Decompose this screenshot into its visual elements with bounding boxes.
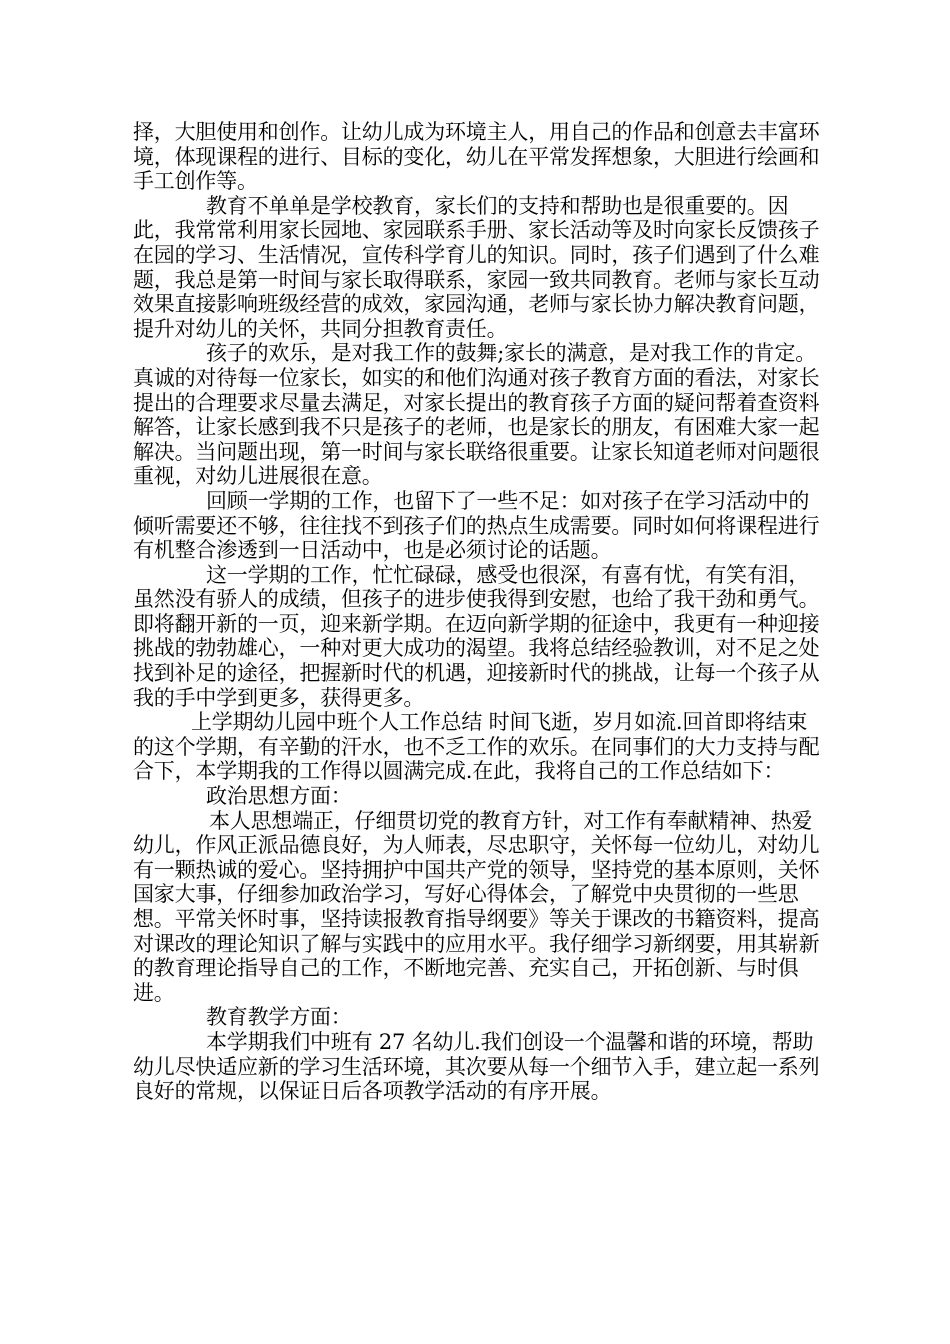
heading-political-thought: 政治思想方面： <box>206 784 352 809</box>
paragraph-shortcomings: 回顾一学期的工作，也留下了一些不足：如对孩子在学习活动中的倾听需要还不够，往往找不到孩子们的热点生成需要。同时如何将课程进行有机整合渗透到一日活动中，也是必须讨论的话题。 <box>133 488 820 563</box>
paragraph-parent-support: 教育不单单是学校教育，家长们的支持和帮助也是很重要的。因此，我常常利用家长园地、家园联系手册、家长活动等及时向家长反馈孩子在园的学习、生活情况，宣传科学育儿的知识。同时，孩子们遇到了什么难题，我总是第一时间与家长取得联系，家园一致共同教育。老师与家长互动效果直接影响班级经营的成效，家园沟通，老师与家长协力解决教育问题，提升对幼儿的关怀，共同分担教育责任。 <box>133 193 820 341</box>
paragraph-summary-intro: 上学期幼儿园中班个人工作总结 时间飞逝，岁月如流.回首即将结束的这个学期，有辛勤的汗水，也不乏工作的欢乐。在同事们的大力支持与配合下，本学期我的工作得以圆满完成.在此，我将自己的工作总结如下： <box>133 710 820 784</box>
document-body <box>133 120 823 1104</box>
paragraph-environment: 择，大胆使用和创作。让幼儿成为环境主人，用自己的作品和创意去丰富环境，体现课程的进行、目标的变化，幼儿在平常发挥想象，大胆进行绘画和手工创作等。 <box>133 120 820 194</box>
paragraph-semester-reflection: 这一学期的工作，忙忙碌碌，感受也很深，有喜有忧，有笑有泪，虽然没有骄人的成绩，但孩子的进步使我得到安慰，也给了我干劲和勇气。即将翻开新的一页，迎来新学期。在迈向新学期的征途中，我更有一种迎接挑战的勃勃雄心，一种对更大成功的渴望。我将总结经验教训，对不足之处找到补足的途径，把握新时代的机遇，迎接新时代的挑战，让每一个孩子从我的手中学到更多，获得更多。 <box>133 562 820 710</box>
paragraph-education-teaching: 本学期我们中班有 27 名幼儿.我们创设一个温馨和谐的环境，帮助幼儿尽快适应新的学习生活环境，其次要从每一个细节入手，建立起一系列良好的常规，以保证日后各项教学活动的有序开展。 <box>133 1029 820 1104</box>
paragraph-children-joy: 孩子的欢乐，是对我工作的鼓舞;家长的满意，是对我工作的肯定。真诚的对待每一位家长，如实的和他们沟通对孩子教育方面的看法，对家长提出的合理要求尽量去满足，对家长提出的教育孩子方面的疑问帮着查资料解答，让家长感到我不只是孩子的老师，也是家长的朋友，有困难大家一起解决。当问题出现，第一时间与家长联络很重要。让家长知道老师对问题很重视，对幼儿进展很在意。 <box>133 341 820 489</box>
paragraph-political-thought: 本人思想端正，仔细贯切党的教育方针，对工作有奉献精神、热爱幼儿，作风正派品德良好，为人师表，尽忠职守，关怀每一位幼儿，对幼儿有一颗热诚的爱心。坚持拥护中国共产党的领导，坚持党的基本原则，关怀国家大事，仔细参加政治学习，写好心得体会，了解党中央贯彻的一些思想。平常关怀时事，坚持读报教育指导纲要》等关于课改的书籍资料，提高对课改的理论知识了解与实践中的应用水平。我仔细学习新纲要，用其崭新的教育理论指导自己的工作，不断地完善、充实自己，开拓创新、与时俱进。 <box>133 808 820 1005</box>
heading-education-teaching: 教育教学方面： <box>206 1005 352 1030</box>
